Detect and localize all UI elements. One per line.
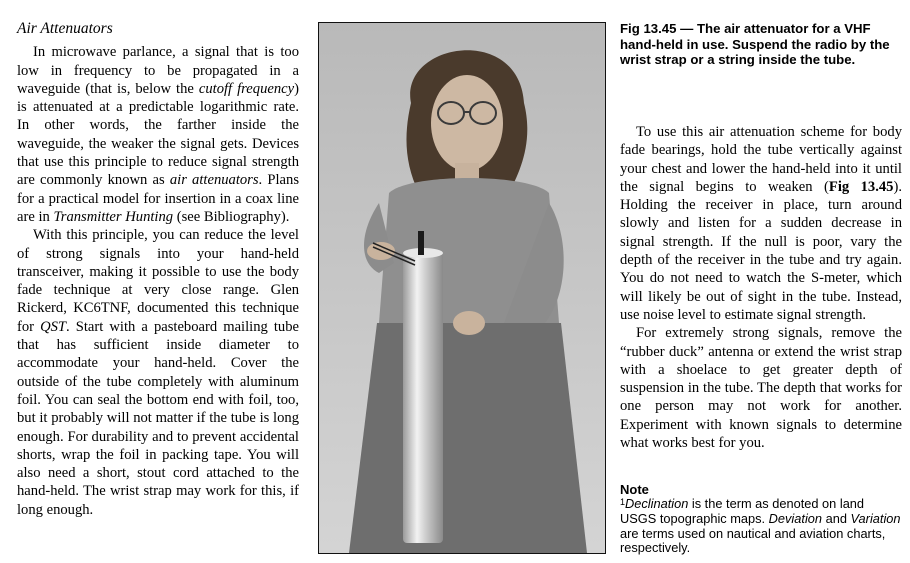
- text-run: Transmitter Hunting: [53, 208, 174, 225]
- footnote: [620, 497, 902, 556]
- text-run: air attenuators: [169, 172, 259, 189]
- text-run: To use this air attenuation scheme for body fade bearings, hold the tube vertically against your chest and lower the hand-held into it until the signal begins to weaken (: [620, 124, 902, 195]
- text-run: Deviation: [768, 510, 823, 526]
- note-heading: Note: [620, 482, 649, 497]
- text-run: . Plans for a practical model for insertion in a coax line are in: [17, 172, 299, 225]
- text-run: . Start with a pasteboard mailing tube that has sufficient inside diameter to accommodate your hand-held. Cover the outside of the tube completely with aluminum foil. You can seal the bottom end with foil, too, but it probably will not matter if the tube is long enough. For durability and to prevent accidental shorts, wrap the foil in packing tape. You will also need a short, stout cord attached to the hand-held. The wrist strap may work for this, if long enough.: [17, 318, 300, 518]
- text-run: and: [822, 510, 851, 526]
- text-run: cutoff frequency: [198, 80, 295, 97]
- text-run: With this principle, you can reduce the level of strong signals into your hand-held transceiver, making it possible to use the body fade technique at very close range. Glen Rickerd, KC6TNF, documented this technique for: [17, 227, 299, 335]
- footnote-text: [620, 496, 901, 555]
- text-run: Declination: [625, 496, 689, 511]
- figure-caption: Fig 13.45 — The air attenuator for a VHF hand-held in use. Suspend the radio by the wrist strap or a string inside the tube.: [620, 21, 890, 67]
- text-run: In microwave parlance, a signal that is too low in frequency to be propagated in a waveguide (that is, below the: [17, 44, 299, 97]
- text-run: is the term as denoted on land USGS topographic maps.: [620, 496, 865, 526]
- footnote-marker: 1: [620, 497, 626, 507]
- text-run: QST: [40, 318, 67, 335]
- paragraph-air-attenuation-usage: [620, 123, 902, 324]
- text-run: Fig 13.45: [828, 178, 894, 195]
- text-run: (see Bibliography).: [173, 208, 290, 225]
- paragraph-strong-signals: For extremely strong signals, remove the “rubber duck” antenna or extend the wrist strap with a shoelace to get greater depth of suspension in the tube. The depth that works for one person may not work for another. Experiment with known signals to determine what works best for you.: [620, 325, 902, 452]
- paragraph-air-attenuators-intro: [17, 43, 299, 226]
- text-run: Variation: [850, 510, 901, 526]
- section-title: Air Attenuators: [17, 20, 113, 37]
- text-run: ). Holding the receiver in place, turn around slowly and listen for a sudden decrease in signal strength. If the null is poor, vary the depth of the receiver in the tube and try again. You do not need to watch the S-meter, which will likely be out of sight in the tube. Instead, use noise level to estimate signal strength.: [620, 178, 902, 323]
- left-column: [17, 20, 299, 519]
- photo-illustration: [319, 23, 605, 553]
- text-run: are terms used on nautical and aviation charts, respectively.: [620, 525, 886, 556]
- figure-photo: [318, 22, 606, 554]
- right-column: [620, 123, 902, 452]
- text-run: ) is attenuated at a predictable logarithmic rate. In other words, the farther inside the waveguide, the weaker the signal gets. Devices that use this principle to reduce signal strength are commonly known as: [17, 80, 299, 189]
- paragraph-tube-construction: [17, 226, 299, 519]
